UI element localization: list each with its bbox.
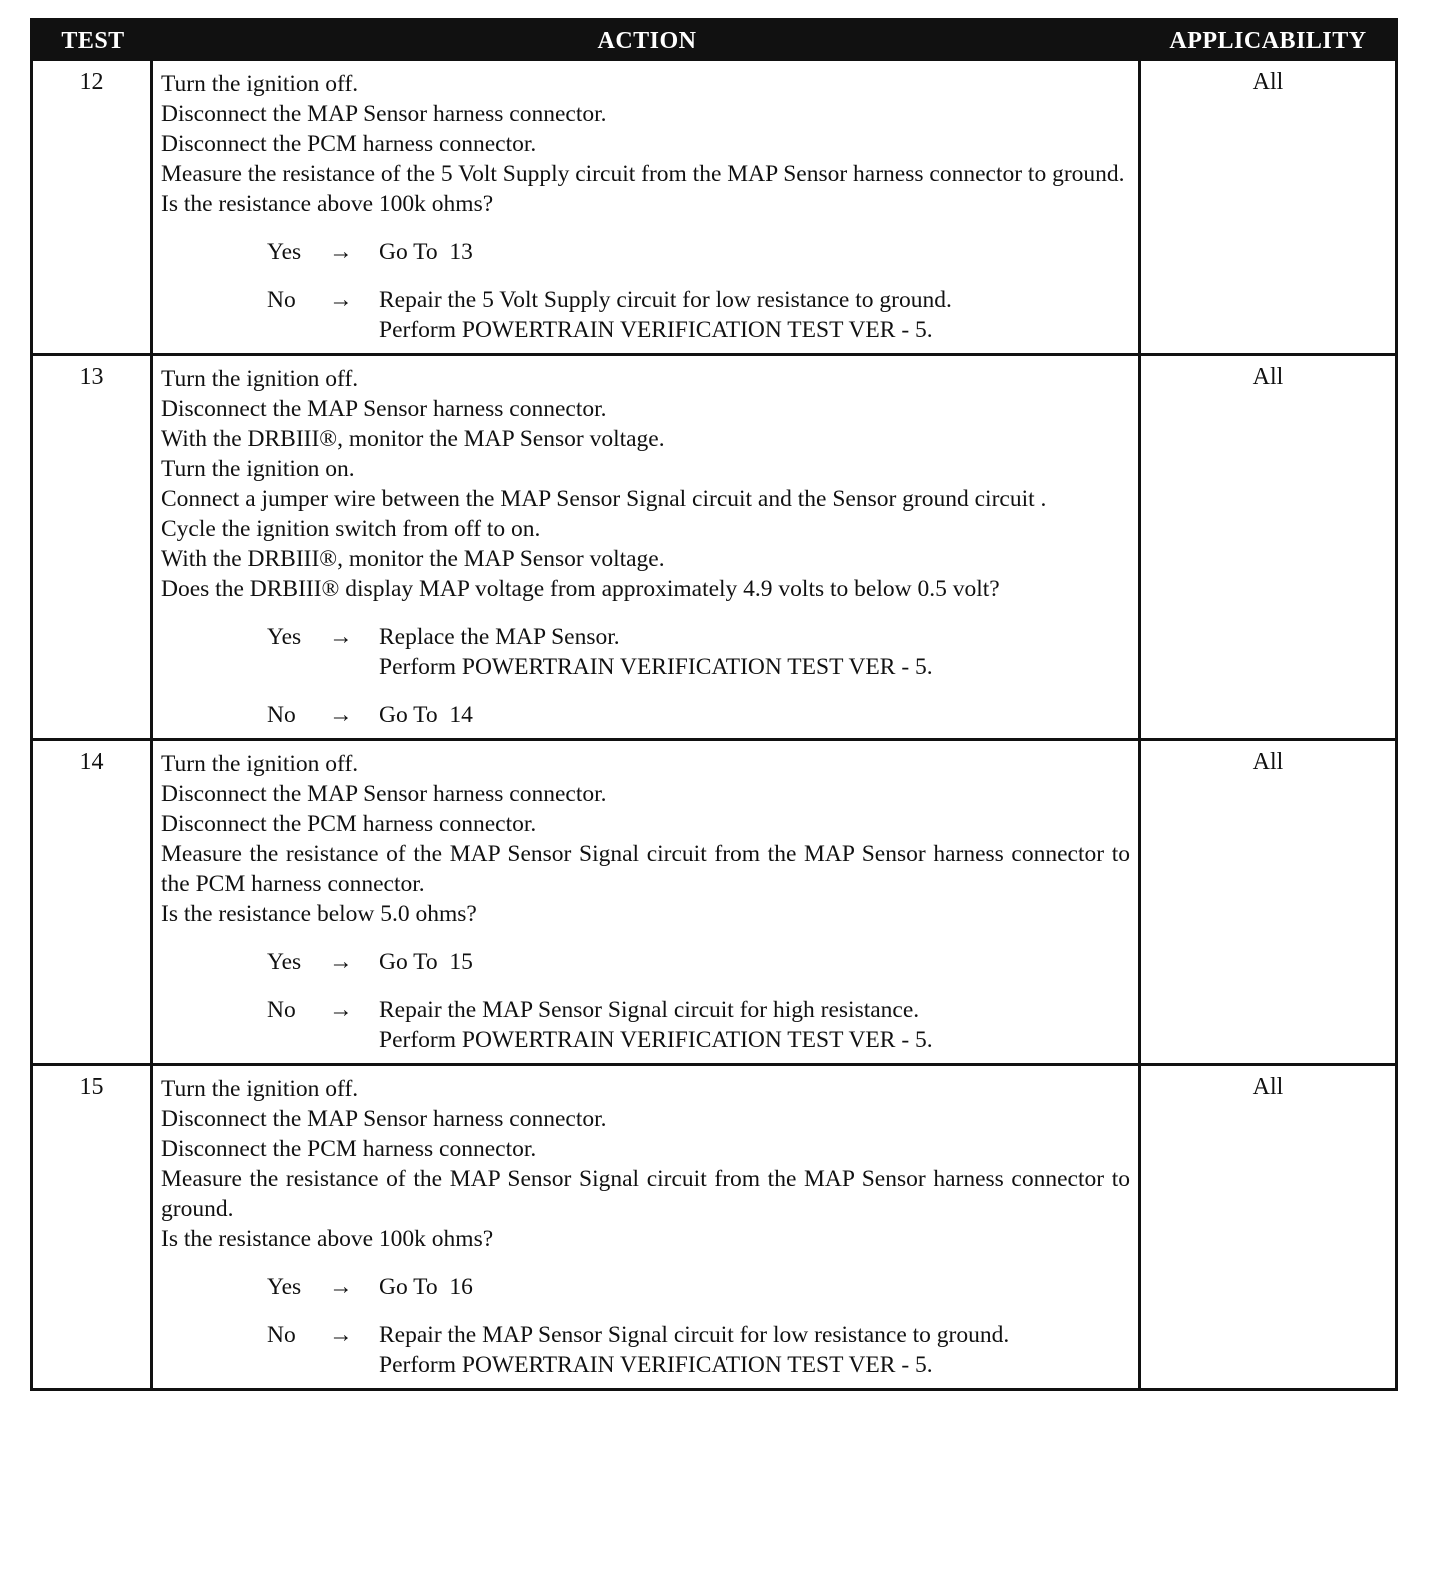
no-result [161,1320,1130,1380]
test-number: 13 [33,356,153,738]
header-test: TEST [61,27,125,54]
action-step: Measure the resistance of the MAP Sensor Signal circuit from the MAP Sensor harness connector to the PCM harness connector. [161,841,1130,897]
table-row [33,353,1395,738]
action-step: Measure the resistance of the 5 Volt Supply circuit from the MAP Sensor harness connector to ground. [161,161,1125,187]
action-step: Disconnect the PCM harness connector. [161,811,537,837]
action-step: Disconnect the MAP Sensor harness connector. [161,781,607,807]
applicability-value: All [1252,364,1284,390]
outcome-line: Repair the MAP Sensor Signal circuit for low resistance to ground. [379,1322,1010,1348]
action-step: Turn the ignition off. [161,71,359,97]
no-label: No [267,997,296,1023]
test-number: 15 [33,1066,153,1388]
no-label: No [267,1322,296,1348]
action-cell [153,356,1141,738]
yes-result [161,947,1130,977]
header-applicability: APPLICABILITY [1169,27,1367,54]
arrow-right-icon: → [329,702,353,728]
diagnostic-test-table [30,18,1398,1391]
no-result [161,285,1130,345]
table-row [33,61,1395,353]
yes-outcome [379,947,1130,977]
action-step: Is the resistance below 5.0 ohms? [161,901,477,927]
action-step: Disconnect the PCM harness connector. [161,131,537,157]
outcome-line: Perform POWERTRAIN VERIFICATION TEST VER - 5. [379,1352,933,1378]
outcome-line: Perform POWERTRAIN VERIFICATION TEST VER - 5. [379,1027,933,1053]
yes-outcome [379,237,1130,267]
no-result [161,700,1130,730]
no-outcome [379,995,1130,1055]
action-step: Disconnect the MAP Sensor harness connector. [161,1106,607,1132]
action-cell [153,741,1141,1063]
arrow-right-icon: → [329,997,353,1023]
yes-outcome [379,1272,1130,1302]
table-header [33,21,1395,61]
arrow-right-icon: → [329,239,353,265]
action-step: Measure the resistance of the MAP Sensor Signal circuit from the MAP Sensor harness connector to ground. [161,1166,1130,1222]
no-label: No [267,287,296,313]
table-row [33,1063,1395,1388]
action-step: Disconnect the MAP Sensor harness connector. [161,101,607,127]
arrow-right-icon: → [329,624,353,650]
no-result [161,995,1130,1055]
table-body [33,61,1395,1388]
action-step: Is the resistance above 100k ohms? [161,191,494,217]
yes-result [161,622,1130,682]
applicability-value: All [1252,749,1284,775]
action-step: Disconnect the MAP Sensor harness connector. [161,396,607,422]
yes-label: Yes [267,624,302,650]
outcome-line: Go To 13 [379,239,473,265]
action-step: Disconnect the PCM harness connector. [161,1136,537,1162]
yes-result [161,1272,1130,1302]
action-step: Turn the ignition off. [161,1076,359,1102]
outcome-line: Repair the 5 Volt Supply circuit for low resistance to ground. [379,287,952,313]
arrow-right-icon: → [329,1322,353,1348]
no-outcome [379,700,1130,730]
action-cell [153,61,1141,353]
outcome-line: Go To 14 [379,702,473,728]
action-step: Turn the ignition off. [161,366,359,392]
outcome-line: Replace the MAP Sensor. [379,624,620,650]
outcome-line: Go To 16 [379,1274,473,1300]
yes-label: Yes [267,1274,302,1300]
table-row [33,738,1395,1063]
action-step: With the DRBIII®, monitor the MAP Sensor voltage. [161,426,665,452]
action-step: Turn the ignition off. [161,751,359,777]
yes-outcome [379,622,1130,682]
arrow-right-icon: → [329,1274,353,1300]
yes-label: Yes [267,239,302,265]
applicability-value: All [1252,1074,1284,1100]
yes-label: Yes [267,949,302,975]
no-outcome [379,1320,1130,1380]
no-label: No [267,702,296,728]
action-cell [153,1066,1141,1388]
header-action: ACTION [597,27,697,54]
test-number: 14 [33,741,153,1063]
arrow-right-icon: → [329,949,353,975]
action-step: Connect a jumper wire between the MAP Sensor Signal circuit and the Sensor ground circuit . [161,486,1047,512]
action-step: Cycle the ignition switch from off to on. [161,516,541,542]
outcome-line: Perform POWERTRAIN VERIFICATION TEST VER - 5. [379,317,933,343]
action-step: Turn the ignition on. [161,456,355,482]
outcome-line: Perform POWERTRAIN VERIFICATION TEST VER - 5. [379,654,933,680]
test-number: 12 [33,61,153,353]
action-step: With the DRBIII®, monitor the MAP Sensor voltage. [161,546,665,572]
action-step: Is the resistance above 100k ohms? [161,1226,494,1252]
action-step: Does the DRBIII® display MAP voltage from approximately 4.9 volts to below 0.5 volt? [161,576,1000,602]
arrow-right-icon: → [329,287,353,313]
applicability-value: All [1252,69,1284,95]
no-outcome [379,285,1130,345]
yes-result [161,237,1130,267]
outcome-line: Repair the MAP Sensor Signal circuit for high resistance. [379,997,920,1023]
outcome-line: Go To 15 [379,949,473,975]
